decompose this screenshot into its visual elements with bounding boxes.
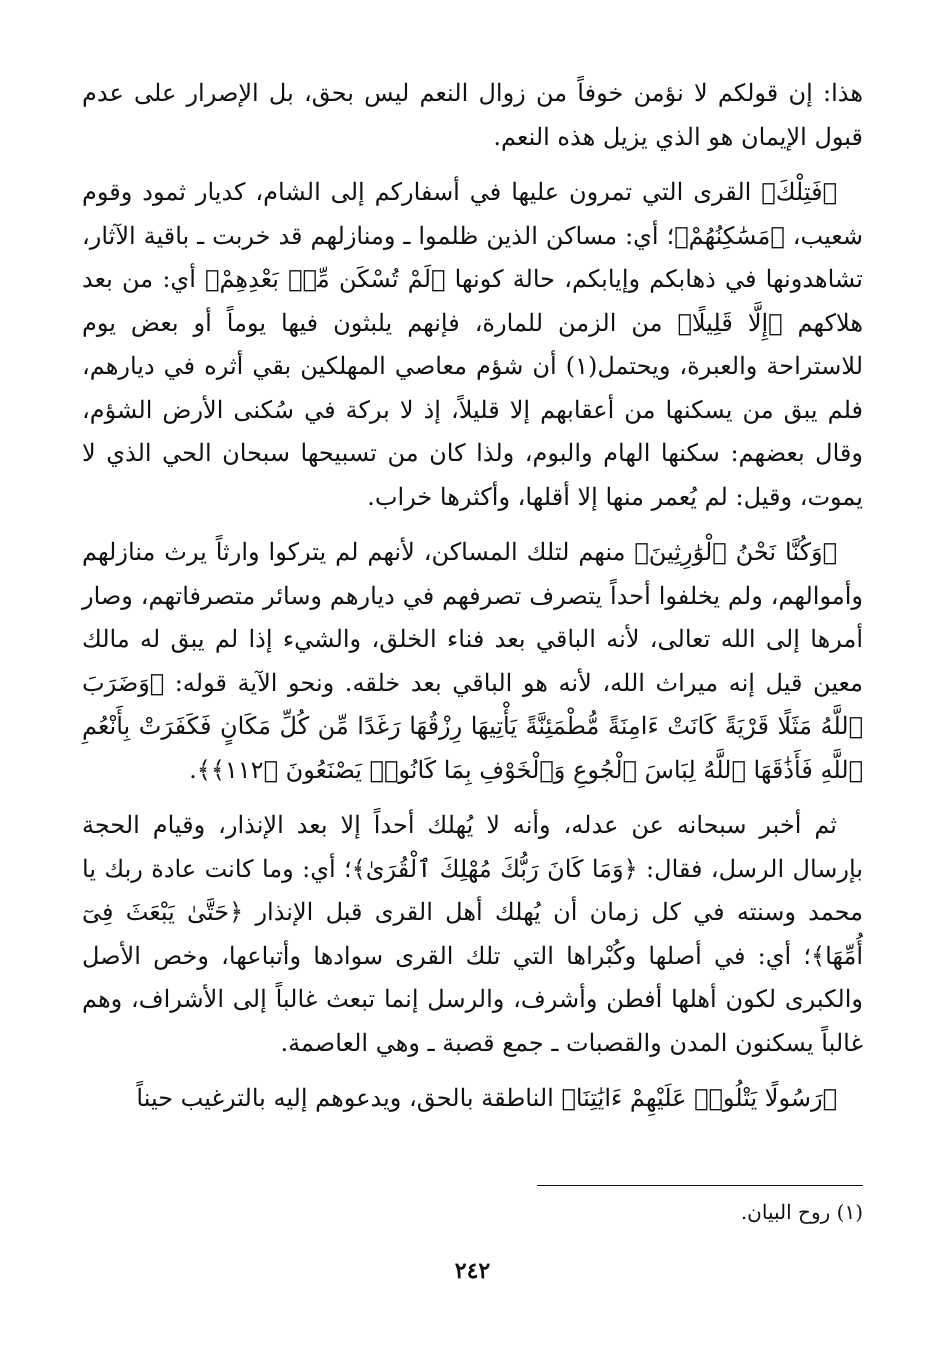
- page-number: ٢٤٢: [454, 1258, 491, 1284]
- paragraph-4: ثم أخبر سبحانه عن عدله، وأنه لا يُهلك أحداً إلا بعد الإنذار، وقيام الحجة بإرسال الرسل، فقال: ﴿وَمَا كَانَ رَبُّكَ مُهْلِكَ ٱلْقُرَىٰ﴾؛ أي: وما كانت عادة ربك يا محمد وسنته في كل زمان أن يُهلك أهل القرى قبل الإنذار ﴿حَتَّىٰ يَبْعَثَ فِىٓ أُمِّهَا﴾؛ أي: في أصلها وكُبْراها التي تلك القرى سوادها وأتباعها، وخص الأصل والكبرى لكون أهلها أفطن وأشرف، والرسل إنما تبعث غالباً إلى الأشراف، وهم غالباً يسكنون المدن والقصبات ـ جمع قصبة ـ وهي العاصمة.: [82, 811, 863, 1057]
- paragraph-3: ﴿وَكُنَّا نَحْنُ ٱلْوَٰرِثِينَ﴾ منهم لتلك المساكن، لأنهم لم يتركوا وارثاً يرث منازلهم وأموالهم، ولم يخلفوا أحداً يتصرف تصرفهم في ديارهم وسائر متصرفاتهم، وصار أمرها إلى الله تعالى، لأنه الباقي بعد فناء الخلق، والشيء إذا لم يبق له مالك معين قيل إنه ميراث الله، لأنه هو الباقي بعد خلقه. ونحو الآية قوله: ﴿وَضَرَبَ ٱللَّهُ مَثَلًا قَرْيَةً كَانَتْ ءَامِنَةً مُّطْمَئِنَّةً يَأْتِيهَا رِزْقُهَا رَغَدًا مِّن كُلِّ مَكَانٍ فَكَفَرَتْ بِأَنْعُمِ ٱللَّهِ فَأَذَٰقَهَا ٱللَّهُ لِبَاسَ ٱلْجُوعِ وَٱلْخَوْفِ بِمَا كَانُوا۟ يَصْنَعُونَ ﴿١١٢﴾﴾.: [82, 538, 863, 784]
- footnote: (١) روح البيان.: [740, 1200, 863, 1224]
- paragraph-1: هذا: إن قولكم لا نؤمن خوفاً من زوال النعم ليس بحق، بل الإصرار على عدم قبول الإيمان هو الذي يزيل هذه النعم.: [82, 79, 863, 151]
- paragraph-5: ﴿رَسُولًا يَتْلُوا۟ عَلَيْهِمْ ءَايَٰتِنَا﴾ الناطقة بالحق، ويدعوهم إليه بالترغيب حيناً: [136, 1084, 837, 1112]
- paragraph-2: ﴿فَتِلْكَ﴾ القرى التي تمرون عليها في أسفاركم إلى الشام، كديار ثمود وقوم شعيب، ﴿مَسَٰكِنُهُمْ﴾؛ أي: مساكن الذين ظلموا ـ ومنازلهم قد خربت ـ باقية الآثار، تشاهدونها في ذهابكم وإيابكم، حالة كونها ﴿لَمْ تُسْكَن مِّنۢ بَعْدِهِمْ﴾ أي: من بعد هلاكهم ﴿إِلَّا قَلِيلًا﴾ من الزمن للمارة، فإنهم يلبثون فيها يوماً أو بعض يوم للاستراحة والعبرة، ويحتمل(١) أن شؤم معاصي المهلكين بقي أثره في ديارهم، فلم يبق من يسكنها من أعقابهم إلا قليلاً، إذ لا بركة في سُكنى الأرض الشؤم، وقال بعضهم: سكنها الهام والبوم، ولذا كان من تسبيحها سبحان الحي الذي لا يموت، وقيل: لم يُعمر منها إلا أقلها، وأكثرها خراب.: [82, 178, 864, 511]
- footnote-divider: [537, 1185, 863, 1186]
- main-text: [82, 72, 863, 1121]
